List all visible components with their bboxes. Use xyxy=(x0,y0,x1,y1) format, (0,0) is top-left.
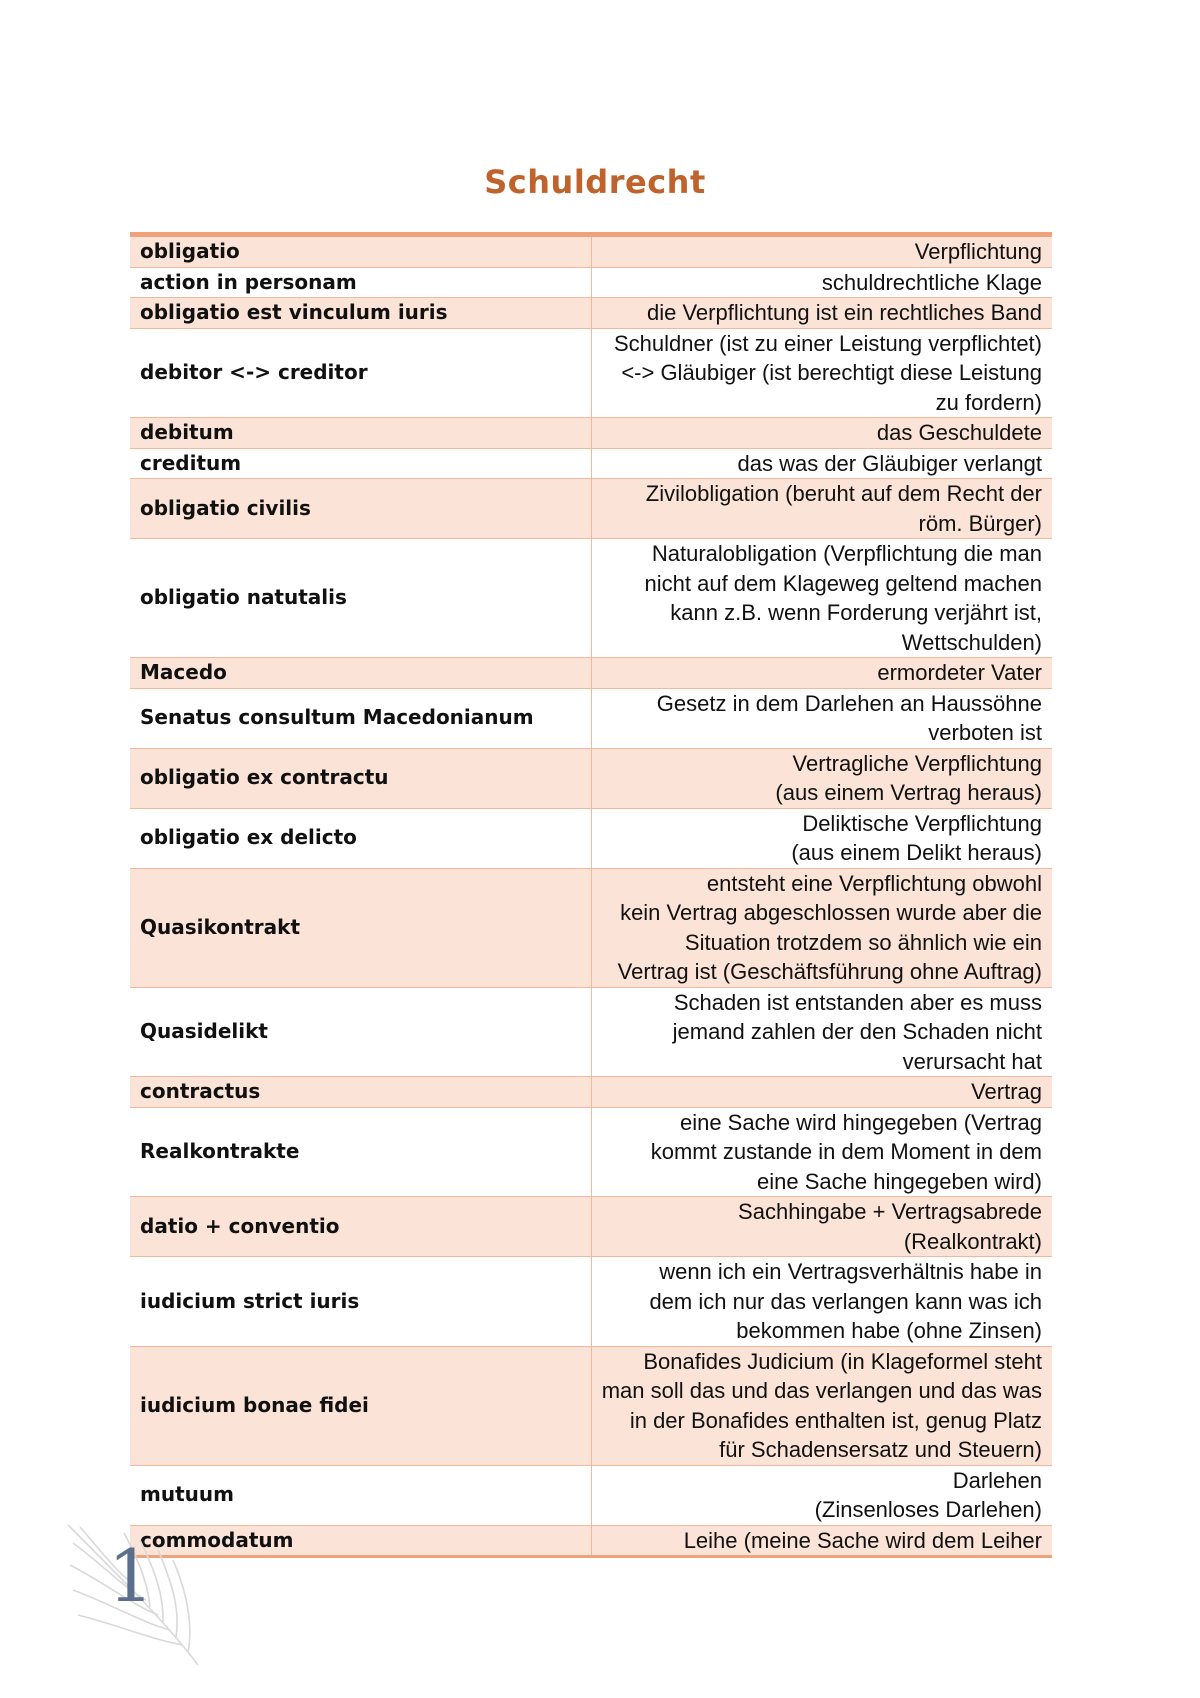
definition-cell xyxy=(591,267,1052,298)
definition-cell xyxy=(591,1525,1052,1557)
table-row xyxy=(130,298,1052,329)
term-cell: commodatum xyxy=(130,1525,591,1557)
definition-cell xyxy=(591,418,1052,449)
definition-line: wenn ich ein Vertragsverhältnis habe in xyxy=(659,1259,1042,1284)
table-row xyxy=(130,987,1052,1077)
term-cell: obligatio ex delicto xyxy=(130,808,591,868)
definition-line: entsteht eine Verpflichtung obwohl xyxy=(706,870,1042,896)
term-cell: obligatio ex contractu xyxy=(130,748,591,808)
term-cell: Quasidelikt xyxy=(130,987,591,1077)
table-row xyxy=(130,448,1052,479)
definition-line: zu fordern) xyxy=(935,389,1042,415)
definition-cell xyxy=(591,448,1052,479)
definition-line: Bonafides Judicium (in Klageformel steht xyxy=(643,1348,1042,1374)
definition-cell xyxy=(591,868,1052,987)
definition-cell xyxy=(591,298,1052,329)
term-cell: mutuum xyxy=(130,1465,591,1525)
definition-cell xyxy=(591,235,1052,268)
definition-line: dem ich nur das verlangen kann was ich xyxy=(649,1288,1042,1314)
definition-line: schuldrechtliche Klage xyxy=(821,269,1042,295)
definition-line: man soll das und das verlangen und das was xyxy=(601,1378,1042,1403)
definition-line: (aus einem Vertrag heraus) xyxy=(775,780,1042,805)
term-cell: action in personam xyxy=(130,267,591,298)
table-row xyxy=(130,539,1052,658)
definition-line: die Verpflichtung ist ein rechtliches Band xyxy=(646,300,1042,325)
definition-line: (aus einem Delikt heraus) xyxy=(791,840,1042,865)
term-cell: Senatus consultum Macedonianum xyxy=(130,688,591,748)
definition-line: eine Sache wird hingegeben (Vertrag xyxy=(679,1109,1042,1135)
definition-cell xyxy=(591,1077,1052,1108)
definition-line: Wettschulden) xyxy=(901,629,1042,655)
term-cell: debitum xyxy=(130,418,591,449)
term-cell: obligatio est vinculum iuris xyxy=(130,298,591,329)
definition-line: ermordeter Vater xyxy=(877,660,1042,685)
definition-cell xyxy=(591,1107,1052,1197)
definition-line: das Geschuldete xyxy=(876,420,1042,445)
definition-line: Leihe (meine Sache wird dem Leiher xyxy=(683,1527,1042,1553)
table-row xyxy=(130,479,1052,539)
definition-line: Zivilobligation (beruht auf dem Recht der xyxy=(645,481,1042,506)
definition-line: das was der Gläubiger verlangt xyxy=(737,450,1042,476)
table-row xyxy=(130,1465,1052,1525)
definition-line: Situation trotzdem so ähnlich wie ein xyxy=(684,929,1042,955)
definition-line: nicht auf dem Klageweg geltend machen xyxy=(644,570,1042,596)
definition-cell xyxy=(591,808,1052,868)
definition-line: kann z.B. wenn Forderung verjährt ist, xyxy=(670,600,1042,625)
term-cell: iudicium strict iuris xyxy=(130,1257,591,1347)
table-row xyxy=(130,235,1052,268)
term-cell: obligatio xyxy=(130,235,591,268)
definition-line: Naturalobligation (Verpflichtung die man xyxy=(651,541,1042,566)
definition-line: verboten ist xyxy=(928,720,1042,745)
table-row xyxy=(130,1197,1052,1257)
definition-line: kein Vertrag abgeschlossen wurde aber die xyxy=(620,900,1042,925)
table-row xyxy=(130,1107,1052,1197)
table-row xyxy=(130,267,1052,298)
table-row xyxy=(130,328,1052,418)
term-cell: Quasikontrakt xyxy=(130,868,591,987)
table-row xyxy=(130,658,1052,689)
definition-line: <-> Gläubiger (ist berechtigt diese Leistung xyxy=(621,360,1042,385)
definition-cell xyxy=(591,748,1052,808)
table-row xyxy=(130,1346,1052,1465)
table-row xyxy=(130,748,1052,808)
term-cell: Macedo xyxy=(130,658,591,689)
term-cell: datio + conventio xyxy=(130,1197,591,1257)
definition-line: Sachhingabe + Vertragsabrede xyxy=(738,1199,1042,1224)
definition-cell xyxy=(591,1465,1052,1525)
table-row xyxy=(130,868,1052,987)
definition-line: (Zinsenloses Darlehen) xyxy=(814,1497,1042,1522)
glossary-body xyxy=(130,235,1052,1557)
page-title: Schuldrecht xyxy=(484,163,706,201)
definition-line: verursacht hat xyxy=(902,1048,1042,1074)
definition-cell xyxy=(591,328,1052,418)
definition-line: eine Sache hingegeben wird) xyxy=(757,1168,1042,1194)
term-cell: contractus xyxy=(130,1077,591,1108)
definition-line: Gesetz in dem Darlehen an Haussöhne xyxy=(656,690,1042,716)
term-cell: obligatio civilis xyxy=(130,479,591,539)
definition-line: in der Bonafides enthalten ist, genug Platz xyxy=(629,1407,1042,1433)
definition-line: Vertrag xyxy=(971,1079,1042,1104)
glossary-table xyxy=(130,232,1052,1558)
definition-cell xyxy=(591,987,1052,1077)
table-row xyxy=(130,1257,1052,1347)
term-cell: debitor <-> creditor xyxy=(130,328,591,418)
term-cell: creditum xyxy=(130,448,591,479)
definition-line: kommt zustande in dem Moment in dem xyxy=(650,1139,1042,1164)
table-row xyxy=(130,418,1052,449)
definition-cell xyxy=(591,539,1052,658)
definition-line: röm. Bürger) xyxy=(918,510,1042,536)
definition-line: Schaden ist entstanden aber es muss xyxy=(673,989,1042,1015)
table-row xyxy=(130,1077,1052,1108)
definition-cell xyxy=(591,688,1052,748)
definition-line: Vertragliche Verpflichtung xyxy=(792,750,1042,776)
definition-line: Vertrag ist (Geschäftsführung ohne Auftrag) xyxy=(617,959,1042,984)
definition-line: für Schadensersatz und Steuern) xyxy=(719,1437,1042,1462)
definition-line: Darlehen xyxy=(952,1467,1042,1493)
definition-cell xyxy=(591,1197,1052,1257)
definition-cell xyxy=(591,1346,1052,1465)
page-number: 1 xyxy=(108,1534,154,1618)
definition-cell xyxy=(591,658,1052,689)
definition-line: Deliktische Verpflichtung xyxy=(802,810,1042,836)
definition-cell xyxy=(591,479,1052,539)
term-cell: Realkontrakte xyxy=(130,1107,591,1197)
definition-cell xyxy=(591,1257,1052,1347)
table-row xyxy=(130,688,1052,748)
definition-line: Verpflichtung xyxy=(914,239,1042,264)
table-row xyxy=(130,808,1052,868)
definition-line: (Realkontrakt) xyxy=(903,1228,1042,1254)
term-cell: iudicium bonae fidei xyxy=(130,1346,591,1465)
definition-line: jemand zahlen der den Schaden nicht xyxy=(672,1019,1042,1044)
definition-line: Schuldner (ist zu einer Leistung verpflichtet) xyxy=(614,330,1042,356)
table-row xyxy=(130,1525,1052,1557)
term-cell: obligatio natutalis xyxy=(130,539,591,658)
definition-line: bekommen habe (ohne Zinsen) xyxy=(736,1318,1042,1343)
